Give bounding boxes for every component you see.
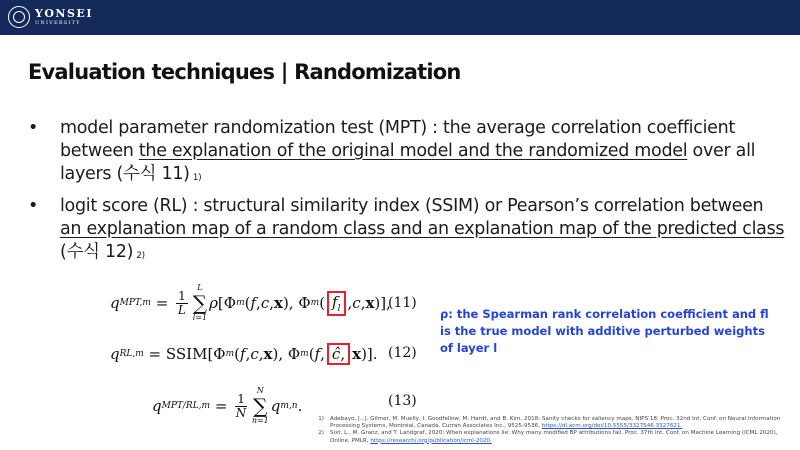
bullet-symbol: • [28,196,39,216]
slide-title: Evaluation techniques | Randomization [28,60,461,84]
bullet-text [60,195,785,268]
equations-block [110,283,440,433]
logo-subtitle: UNIVERSITY [35,20,81,26]
bullet-text-after: over all layers (수식 11) [60,141,756,184]
rho-note: ρ: the Spearman rank correlation coefficient and fl is the true model with additive perturbed weights of layer l [440,307,769,355]
bullet-text-underlined: the explanation of the original model and the randomized model [138,141,688,161]
equation-number-11: (11) [388,295,417,311]
highlight-box-fl: $f_l$ [327,291,345,316]
bullet-text [60,117,785,190]
bullet-symbol: • [28,118,39,138]
highlight-box-chat: ĉ, [327,343,350,365]
equation-number-12: (12) [388,345,417,361]
university-seal-icon [8,6,30,28]
equation-mpt: q MPT,m = $\frac{1}{L}$ L ∑ l=1 ρ [Φ m ( f , c , x ), Φ m ( $f_l$ , c , x )], [110,283,391,322]
equation-rl: q RL,m = SSIM[Φ m ( f , c , x ), Φ m ( f , ĉ, x )]. [110,345,378,363]
equation-mpt-rl: q MPT/RL,m = $\frac{1}{N}$ N ∑ n=1 q m,n . [152,386,303,425]
bullet-text-underlined: an explanation map of a random class and an explanation map of the predicted class [60,219,785,239]
reference-number: 1) [318,416,324,422]
bullet-reference: 1) [192,173,202,183]
logo-name: YONSEI [35,7,93,20]
reference-item [310,416,792,430]
reference-item [310,430,792,444]
reference-text: Sixt, L., M. Granz, and T. Landgraf, 2020: When explanations lie: Why many modified BP attributions fail. Proc. 37th Int. Conf. on Machine Learning (ICML 2020), Online, PMLR, https://research/.org/publication/icml-2020. [330,430,778,444]
bullet-text-plain: logit score (RL) : structural similarity index (SSIM) or Pearson’s correlation between [60,196,764,216]
equation-number-13: (13) [388,393,417,409]
bullet-reference: 2) [136,251,145,261]
reference-text: Adebayo, J., J. Gilmer, M. Muelly, I. Goodfellow, M. Hardt, and B. Kim, 2018: Sanity checks for saliency maps. NIPS’18: Proc. 32nd Int. Conf. on Neural Information Processing Systems, Montréal, Canada, Curran Associates Inc., 9525-9536, https://dl.acm.org/doi/10.5555/3327546.3327621. [330,416,781,430]
header-bar [0,0,800,35]
reference-number: 2) [318,430,324,437]
logo-text [35,8,93,26]
reference-link[interactable]: https://dl.acm.org/doi/10.5555/3327546.3327621. [541,423,683,430]
reference-link[interactable]: https://research/.org/publication/icml-2020. [370,437,492,444]
bullet-text-plain: model parameter randomization test (MPT) : the average correlation coefficient between [60,118,735,161]
bullet-text-after: (수식 12) [60,242,134,262]
university-logo [8,6,93,28]
references [310,416,792,445]
